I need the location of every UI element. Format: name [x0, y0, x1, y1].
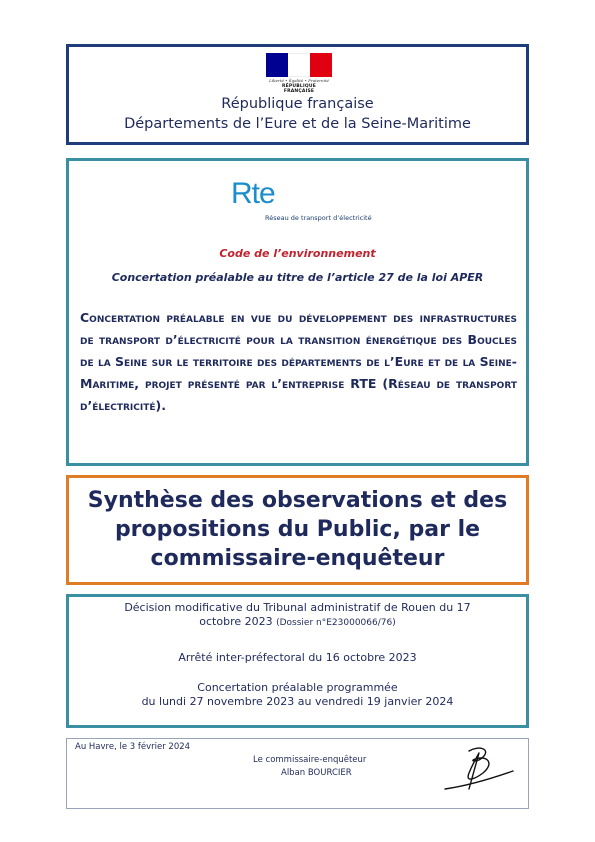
programme-line-1: Concertation préalable programmée	[197, 681, 398, 694]
signer-name: Alban BOURCIER	[281, 768, 352, 778]
programme-line-2: du lundi 27 novembre 2023 au vendredi 19 janvier 2024	[141, 695, 454, 708]
synthesis-title: Synthèse des observations et des propositions du Public, par le commissaire-enquêteur	[87, 488, 508, 571]
logo-rf-name: RÉPUBLIQUE FRANÇAISE	[281, 84, 317, 94]
header-subtitle: Départements de l’Eure et de la Seine-Maritime	[124, 116, 471, 132]
synthesis-box	[66, 475, 529, 585]
place-date: Au Havre, le 3 février 2024	[75, 742, 191, 752]
header-box	[66, 44, 529, 145]
signature-box	[66, 738, 529, 809]
dossier-number: (Dossier n°E23000066/76)	[276, 618, 396, 628]
decision-line-1: Décision modificative du Tribunal administratif de Rouen du 17	[124, 601, 471, 614]
decision-date: octobre 2023	[199, 615, 273, 628]
logo-devise: Liberté • Égalité • Fraternité	[269, 78, 329, 83]
arrete-line: Arrêté inter-préfectoral du 16 octobre 2023	[178, 651, 417, 664]
header-title: République française	[221, 96, 374, 112]
details-box	[66, 594, 529, 728]
project-box	[66, 158, 529, 466]
handwritten-signature	[439, 743, 519, 795]
concertation-title: Concertation préalable au titre de l’article 27 de la loi APER	[111, 271, 484, 284]
rte-logo-word: Rte	[231, 177, 275, 210]
code-environnement: Code de l’environnement	[219, 247, 376, 260]
signer-role: Le commissaire-enquêteur	[253, 755, 367, 765]
tricolor-flag-icon	[266, 53, 332, 77]
project-description: Concertation préalable en vue du développement des infrastructures de transport d’électricité pour la transition énergétique des Boucles de la Seine sur le territoire des départements de l’Eure et de la Seine-Maritime, projet présenté par l’entreprise RTE (Réseau de transport d’électricité).	[80, 310, 517, 413]
rte-logo-tagline: Réseau de transport d’électricité	[265, 214, 372, 222]
republique-francaise-logo	[266, 53, 332, 94]
decision-line-2	[69, 615, 526, 630]
rte-logo	[231, 177, 371, 227]
